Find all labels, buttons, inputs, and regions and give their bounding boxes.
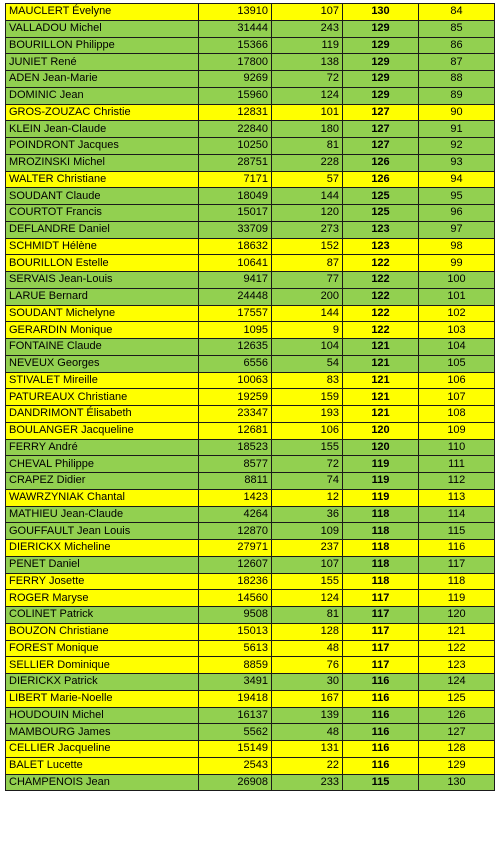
rank-cell: 98 [419,238,495,255]
total-cell: 19418 [199,690,272,707]
rank-cell: 124 [419,674,495,691]
total-cell: 10641 [199,255,272,272]
average-cell: 117 [343,657,419,674]
rank-cell: 88 [419,71,495,88]
count-cell: 180 [272,121,343,138]
total-cell: 9508 [199,607,272,624]
total-cell: 15960 [199,87,272,104]
average-cell: 121 [343,389,419,406]
table-row [6,741,495,758]
player-name-cell: MATHIEU Jean-Claude [6,506,199,523]
average-cell: 123 [343,221,419,238]
count-cell: 48 [272,640,343,657]
average-cell: 118 [343,523,419,540]
rank-cell: 89 [419,87,495,104]
average-cell: 125 [343,188,419,205]
count-cell: 77 [272,272,343,289]
total-cell: 18632 [199,238,272,255]
total-cell: 3491 [199,674,272,691]
table-row [6,540,495,557]
count-cell: 107 [272,556,343,573]
average-cell: 122 [343,288,419,305]
table-row [6,138,495,155]
table-row [6,154,495,171]
average-cell: 129 [343,37,419,54]
ranking-rows [6,4,495,791]
table-row [6,87,495,104]
average-cell: 115 [343,774,419,791]
player-name-cell: PATUREAUX Christiane [6,389,199,406]
rank-cell: 112 [419,473,495,490]
rank-cell: 86 [419,37,495,54]
count-cell: 152 [272,238,343,255]
total-cell: 17557 [199,305,272,322]
table-row [6,707,495,724]
rank-cell: 102 [419,305,495,322]
total-cell: 12831 [199,104,272,121]
table-row [6,590,495,607]
table-row [6,255,495,272]
average-cell: 119 [343,489,419,506]
table-row [6,573,495,590]
player-name-cell: POINDRONT Jacques [6,138,199,155]
player-name-cell: GOUFFAULT Jean Louis [6,523,199,540]
average-cell: 116 [343,757,419,774]
count-cell: 228 [272,154,343,171]
average-cell: 120 [343,439,419,456]
rank-cell: 94 [419,171,495,188]
player-name-cell: LARUE Bernard [6,288,199,305]
total-cell: 23347 [199,406,272,423]
count-cell: 81 [272,138,343,155]
total-cell: 12681 [199,422,272,439]
table-row [6,690,495,707]
total-cell: 15366 [199,37,272,54]
count-cell: 57 [272,171,343,188]
total-cell: 10063 [199,372,272,389]
count-cell: 119 [272,37,343,54]
rank-cell: 117 [419,556,495,573]
average-cell: 123 [343,238,419,255]
table-row [6,37,495,54]
table-row [6,288,495,305]
average-cell: 121 [343,372,419,389]
average-cell: 130 [343,4,419,21]
player-name-cell: SELLIER Dominique [6,657,199,674]
average-cell: 129 [343,71,419,88]
average-cell: 125 [343,205,419,222]
total-cell: 13910 [199,4,272,21]
total-cell: 15013 [199,623,272,640]
total-cell: 6556 [199,355,272,372]
count-cell: 72 [272,71,343,88]
count-cell: 87 [272,255,343,272]
total-cell: 5562 [199,724,272,741]
count-cell: 120 [272,205,343,222]
average-cell: 117 [343,640,419,657]
average-cell: 122 [343,305,419,322]
total-cell: 8859 [199,657,272,674]
total-cell: 4264 [199,506,272,523]
total-cell: 1095 [199,322,272,339]
rank-cell: 104 [419,339,495,356]
player-name-cell: GERARDIN Monique [6,322,199,339]
table-row [6,54,495,71]
player-name-cell: BOULANGER Jacqueline [6,422,199,439]
player-name-cell: BOURILLON Philippe [6,37,199,54]
total-cell: 24448 [199,288,272,305]
ranking-table [5,3,495,791]
average-cell: 117 [343,590,419,607]
count-cell: 30 [272,674,343,691]
table-row [6,71,495,88]
average-cell: 116 [343,724,419,741]
rank-cell: 92 [419,138,495,155]
player-name-cell: COURTOT Francis [6,205,199,222]
average-cell: 122 [343,255,419,272]
total-cell: 22840 [199,121,272,138]
count-cell: 193 [272,406,343,423]
rank-cell: 100 [419,272,495,289]
average-cell: 117 [343,607,419,624]
count-cell: 76 [272,657,343,674]
rank-cell: 126 [419,707,495,724]
rank-cell: 116 [419,540,495,557]
table-row [6,205,495,222]
rank-cell: 108 [419,406,495,423]
average-cell: 129 [343,20,419,37]
total-cell: 8811 [199,473,272,490]
total-cell: 12607 [199,556,272,573]
rank-cell: 118 [419,573,495,590]
table-row [6,422,495,439]
average-cell: 126 [343,154,419,171]
player-name-cell: FERRY André [6,439,199,456]
count-cell: 12 [272,489,343,506]
average-cell: 121 [343,355,419,372]
count-cell: 155 [272,439,343,456]
table-row [6,406,495,423]
table-row [6,20,495,37]
total-cell: 8577 [199,456,272,473]
average-cell: 121 [343,339,419,356]
table-row [6,456,495,473]
rank-cell: 106 [419,372,495,389]
player-name-cell: DIERICKX Micheline [6,540,199,557]
average-cell: 116 [343,707,419,724]
player-name-cell: BALET Lucette [6,757,199,774]
player-name-cell: MAMBOURG James [6,724,199,741]
average-cell: 117 [343,623,419,640]
table-row [6,171,495,188]
total-cell: 12635 [199,339,272,356]
average-cell: 121 [343,406,419,423]
count-cell: 48 [272,724,343,741]
count-cell: 81 [272,607,343,624]
table-row [6,556,495,573]
rank-cell: 130 [419,774,495,791]
average-cell: 129 [343,54,419,71]
table-row [6,640,495,657]
player-name-cell: DEFLANDRE Daniel [6,221,199,238]
total-cell: 9269 [199,71,272,88]
rank-cell: 96 [419,205,495,222]
total-cell: 15149 [199,741,272,758]
count-cell: 22 [272,757,343,774]
rank-cell: 120 [419,607,495,624]
player-name-cell: MROZINSKI Michel [6,154,199,171]
table-row [6,355,495,372]
count-cell: 273 [272,221,343,238]
average-cell: 118 [343,573,419,590]
player-name-cell: ADEN Jean-Marie [6,71,199,88]
rank-cell: 127 [419,724,495,741]
average-cell: 127 [343,138,419,155]
average-cell: 118 [343,540,419,557]
rank-cell: 93 [419,154,495,171]
player-name-cell: FOREST Monique [6,640,199,657]
total-cell: 18523 [199,439,272,456]
count-cell: 72 [272,456,343,473]
table-row [6,674,495,691]
total-cell: 18049 [199,188,272,205]
rank-cell: 121 [419,623,495,640]
player-name-cell: CRAPEZ Didier [6,473,199,490]
player-name-cell: SOUDANT Claude [6,188,199,205]
rank-cell: 115 [419,523,495,540]
table-row [6,607,495,624]
table-row [6,372,495,389]
count-cell: 109 [272,523,343,540]
total-cell: 27971 [199,540,272,557]
rank-cell: 125 [419,690,495,707]
count-cell: 128 [272,623,343,640]
rank-cell: 128 [419,741,495,758]
total-cell: 14560 [199,590,272,607]
average-cell: 127 [343,104,419,121]
table-row [6,439,495,456]
total-cell: 1423 [199,489,272,506]
player-name-cell: SERVAIS Jean-Louis [6,272,199,289]
player-name-cell: JUNIET René [6,54,199,71]
player-name-cell: PENET Daniel [6,556,199,573]
player-name-cell: LIBERT Marie-Noelle [6,690,199,707]
count-cell: 101 [272,104,343,121]
count-cell: 124 [272,590,343,607]
count-cell: 144 [272,188,343,205]
rank-cell: 90 [419,104,495,121]
count-cell: 155 [272,573,343,590]
table-row [6,657,495,674]
player-name-cell: ROGER Maryse [6,590,199,607]
table-row [6,473,495,490]
average-cell: 116 [343,690,419,707]
average-cell: 116 [343,741,419,758]
ranking-sheet [5,3,494,791]
total-cell: 19259 [199,389,272,406]
average-cell: 122 [343,272,419,289]
rank-cell: 105 [419,355,495,372]
player-name-cell: WALTER Christiane [6,171,199,188]
total-cell: 5613 [199,640,272,657]
count-cell: 131 [272,741,343,758]
rank-cell: 110 [419,439,495,456]
total-cell: 2543 [199,757,272,774]
table-row [6,489,495,506]
rank-cell: 109 [419,422,495,439]
average-cell: 118 [343,506,419,523]
table-row [6,4,495,21]
player-name-cell: FERRY Josette [6,573,199,590]
player-name-cell: CELLIER Jacqueline [6,741,199,758]
player-name-cell: MAUCLERT Évelyne [6,4,199,21]
player-name-cell: STIVALET Mireille [6,372,199,389]
count-cell: 83 [272,372,343,389]
player-name-cell: GROS-ZOUZAC Christie [6,104,199,121]
table-row [6,188,495,205]
player-name-cell: VALLADOU Michel [6,20,199,37]
table-row [6,506,495,523]
table-row [6,389,495,406]
average-cell: 127 [343,121,419,138]
count-cell: 237 [272,540,343,557]
total-cell: 15017 [199,205,272,222]
count-cell: 9 [272,322,343,339]
table-row [6,623,495,640]
rank-cell: 123 [419,657,495,674]
total-cell: 33709 [199,221,272,238]
count-cell: 36 [272,506,343,523]
rank-cell: 119 [419,590,495,607]
table-row [6,272,495,289]
total-cell: 16137 [199,707,272,724]
rank-cell: 84 [419,4,495,21]
table-row [6,757,495,774]
table-row [6,221,495,238]
average-cell: 120 [343,422,419,439]
average-cell: 119 [343,456,419,473]
total-cell: 7171 [199,171,272,188]
rank-cell: 97 [419,221,495,238]
average-cell: 118 [343,556,419,573]
rank-cell: 114 [419,506,495,523]
total-cell: 26908 [199,774,272,791]
total-cell: 31444 [199,20,272,37]
total-cell: 10250 [199,138,272,155]
count-cell: 233 [272,774,343,791]
player-name-cell: SOUDANT Michelyne [6,305,199,322]
player-name-cell: HOUDOUIN Michel [6,707,199,724]
player-name-cell: CHEVAL Philippe [6,456,199,473]
count-cell: 104 [272,339,343,356]
table-row [6,238,495,255]
count-cell: 139 [272,707,343,724]
table-row [6,305,495,322]
total-cell: 12870 [199,523,272,540]
table-row [6,322,495,339]
player-name-cell: BOURILLON Estelle [6,255,199,272]
rank-cell: 101 [419,288,495,305]
count-cell: 54 [272,355,343,372]
rank-cell: 87 [419,54,495,71]
player-name-cell: DIERICKX Patrick [6,674,199,691]
rank-cell: 91 [419,121,495,138]
total-cell: 18236 [199,573,272,590]
player-name-cell: FONTAINE Claude [6,339,199,356]
player-name-cell: DANDRIMONT Élisabeth [6,406,199,423]
player-name-cell: KLEIN Jean-Claude [6,121,199,138]
average-cell: 116 [343,674,419,691]
average-cell: 129 [343,87,419,104]
average-cell: 119 [343,473,419,490]
table-row [6,121,495,138]
rank-cell: 99 [419,255,495,272]
count-cell: 138 [272,54,343,71]
count-cell: 243 [272,20,343,37]
player-name-cell: DOMINIC Jean [6,87,199,104]
rank-cell: 107 [419,389,495,406]
average-cell: 122 [343,322,419,339]
count-cell: 106 [272,422,343,439]
player-name-cell: WAWRZYNIAK Chantal [6,489,199,506]
player-name-cell: SCHMIDT Hélène [6,238,199,255]
rank-cell: 111 [419,456,495,473]
count-cell: 107 [272,4,343,21]
count-cell: 74 [272,473,343,490]
rank-cell: 122 [419,640,495,657]
player-name-cell: NEVEUX Georges [6,355,199,372]
table-row [6,774,495,791]
rank-cell: 95 [419,188,495,205]
table-row [6,724,495,741]
count-cell: 200 [272,288,343,305]
table-row [6,339,495,356]
rank-cell: 129 [419,757,495,774]
player-name-cell: BOUZON Christiane [6,623,199,640]
player-name-cell: COLINET Patrick [6,607,199,624]
rank-cell: 85 [419,20,495,37]
total-cell: 17800 [199,54,272,71]
table-row [6,104,495,121]
total-cell: 9417 [199,272,272,289]
rank-cell: 113 [419,489,495,506]
rank-cell: 103 [419,322,495,339]
total-cell: 28751 [199,154,272,171]
count-cell: 144 [272,305,343,322]
count-cell: 159 [272,389,343,406]
count-cell: 124 [272,87,343,104]
table-row [6,523,495,540]
average-cell: 126 [343,171,419,188]
player-name-cell: CHAMPENOIS Jean [6,774,199,791]
count-cell: 167 [272,690,343,707]
